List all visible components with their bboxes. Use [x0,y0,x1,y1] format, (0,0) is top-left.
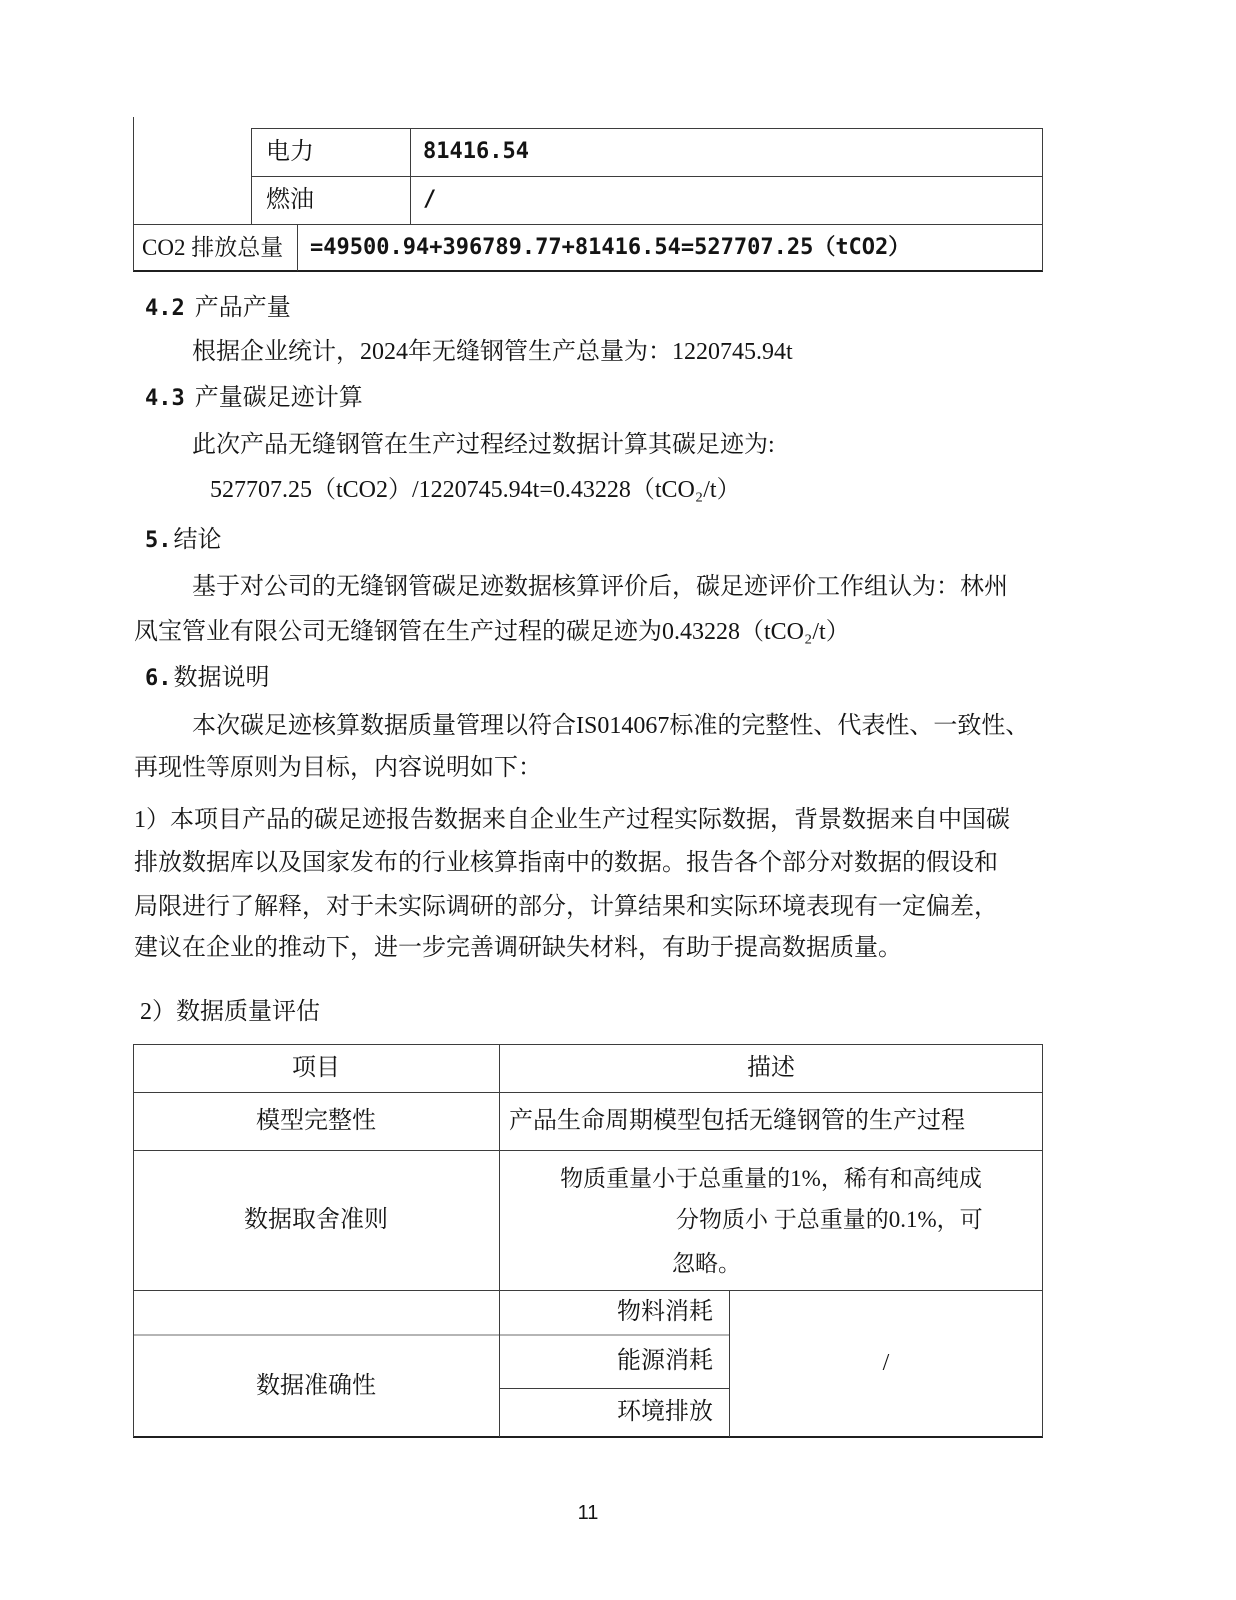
section-number: 5. [145,528,172,553]
section-heading-5 [145,528,222,552]
footprint-formula: 527707.25（tCO2）/1220745.94t=0.43228（tCO₂/t） [210,477,741,503]
energy-row-label-electricity: 电力 [266,139,314,165]
conclusion-line-1: 基于对公司的无缝钢管碳足迹数据核算评价后，碳足迹评价工作组认为：林州 [192,574,1008,600]
table-line [499,1044,500,1437]
quality-accuracy-sub-energy: 能源消耗 [617,1348,713,1374]
energy-row-label-fuel: 燃油 [266,187,314,213]
section-title: 产量碳足迹计算 [194,385,363,411]
quality-row-cutoff-label: 数据取舍准则 [244,1207,388,1233]
quality-row-cutoff-line-3: 忽略。 [672,1251,741,1276]
section-number: 4.2 [145,296,185,321]
conclusion-line-2: 凤宝管业有限公司无缝钢管在生产过程的碳足迹为0.43228（tCO₂/t） [134,619,850,645]
section-number: 4.3 [145,386,185,411]
item1-line-3: 局限进行了解释，对于未实际调研的部分，计算结果和实际环境表现有一定偏差， [134,894,998,920]
paragraph-footprint-intro: 此次产品无缝钢管在生产过程经过数据计算其碳足迹为: [192,432,775,458]
item1-line-1: 1）本项目产品的碳足迹报告数据来自企业生产过程实际数据，背景数据来自中国碳 [134,807,1010,833]
section-heading-6 [145,666,270,690]
table-line [297,224,298,271]
section-title: 结论 [173,527,222,553]
table-line [1042,128,1043,271]
section-title: 产品产量 [194,295,291,321]
section-heading-4-3 [145,386,363,410]
section-heading-4-2 [145,296,291,320]
quality-row-model-label: 模型完整性 [256,1108,376,1134]
quality-row-cutoff-line-1: 物质重量小于总重量的1%，稀有和高纯成 [560,1166,982,1191]
quality-row-accuracy-label: 数据准确性 [256,1373,376,1399]
quality-accuracy-value: / [882,1350,890,1376]
data-note-line-1: 本次碳足迹核算数据质量管理以符合IS014067标准的完整性、代表性、一致性、 [192,713,1030,739]
quality-header-description: 描述 [747,1055,795,1081]
table-line [133,117,134,271]
section-number: 6. [145,666,172,691]
co2-total-value: =49500.94+396789.77+81416.54=527707.25（tCO2） [310,235,911,260]
quality-header-item: 项目 [292,1055,340,1081]
quality-accuracy-sub-emission: 环境排放 [617,1399,713,1425]
paragraph-production-total: 根据企业统计，2024年无缝钢管生产总量为：1220745.94t [192,339,793,365]
table-line [410,128,411,225]
item1-line-4: 建议在企业的推动下，进一步完善调研缺失材料，有助于提高数据质量。 [134,935,902,961]
data-note-line-2: 再现性等原则为目标，内容说明如下： [134,755,542,781]
co2-total-label: CO2 排放总量 [142,235,284,260]
quality-row-cutoff-line-2: 分物质小 于总重量的0.1%，可 [676,1207,983,1232]
item1-line-2: 排放数据库以及国家发布的行业核算指南中的数据。报告各个部分对数据的假设和 [134,850,998,876]
item2-heading: 2）数据质量评估 [140,999,320,1025]
page-number: 11 [577,1502,599,1524]
energy-row-value-fuel: / [423,187,437,212]
quality-row-model-desc: 产品生命周期模型包括无缝钢管的生产过程 [509,1108,965,1134]
table-line [251,128,252,225]
quality-accuracy-sub-material: 物料消耗 [617,1299,713,1325]
section-title: 数据说明 [173,665,270,691]
energy-row-value-electricity: 81416.54 [423,139,529,164]
